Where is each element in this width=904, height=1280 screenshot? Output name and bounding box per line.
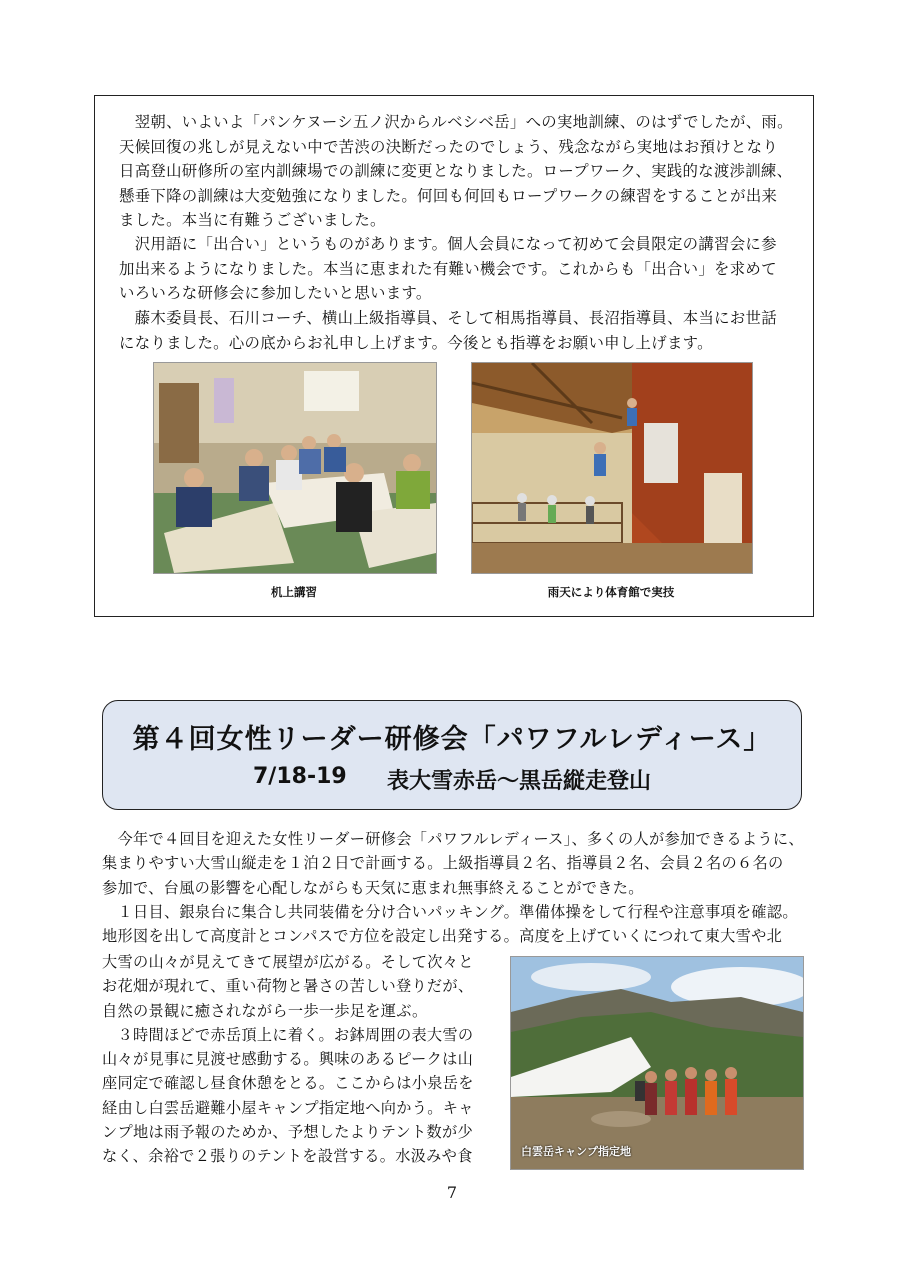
report-body-narrow: 大雪の山々が見えてきて展望が広がる。そして次々と お花畑が現れて、重い荷物と暑さの苦しい登りだが、 自然の景観に癒されながら一歩一歩足を運ぶ。 ３時間ほどで赤岳頂上に着く。お鉢周囲の表大雪の 山々が見事に見渡せ感動する。興味のあるピークは山 座同定で確認し昼食休憩をとる。ここからは小泉岳を 経由し白雲岳避難小屋キャンプ指定地へ向かう。キャ ンプ地は雨予報のためか、予想したよりテント数が少 なく、余裕で２張りのテントを設営する。水汲みや食 [102,953,474,1166]
paragraph-training: 翌朝、いよいよ「パンケヌーシ五ノ沢からルベシベ岳」への実地訓練、のはずでしたが、雨。 天候回復の兆しが見えない中で苦渋の決断だったのでしょう、残念ながら実地はお預けとなり 日高登山研修所の室内訓練場での訓練に変更となりました。ロープワーク、実践的な渡渉訓練、 懸垂下降の訓練は大変勉強になりました。何回も何回もロープワークの練習をすることが出来 ました。本当に有難うございました。 [119,113,793,229]
classroom-photo [153,362,437,574]
gym-photo-caption: 雨天により体育館で実技 [547,585,675,599]
campsite-photo [510,956,804,1170]
report-box [94,95,814,617]
paragraph-thanks: 藤木委員長、石川コーチ、横山上級指導員、そして相馬指導員、長沼指導員、本当にお世話 になりました。心の底からお礼申し上げます。今後とも指導をお願い申し上げます。 [119,309,777,352]
paragraph-deai: 沢用語に「出合い」というものがあります。個人会員になって初めて会員限定の講習会に参 加出来るようになりました。本当に恵まれた有難い機会です。これからも「出合い」を求めて いろいろな研修会に参加したいと思います。 [119,235,777,302]
section-heading-box [102,700,802,810]
section-title: 第４回女性リーダー研修会「パワフルレディース」 [132,724,772,755]
campsite-photo-caption: 白雲岳キャンプ指定地 [521,1145,631,1158]
section-subtitle: 表大雪赤岳～黒岳縦走登山 [387,769,652,794]
gym-photo [471,362,753,574]
page-number: 7 [446,1183,458,1202]
classroom-photo-caption: 机上講習 [271,585,317,599]
section-date: 7/18-19 [253,764,347,789]
report-body-full-width: 今年で４回目を迎えた女性リーダー研修会「パワフルレディース」、多くの人が参加できるように、 集まりやすい大雪山縦走を１泊２日で計画する。上級指導員２名、指導員２名、会員２名の６名の 参加で、台風の影響を心配しながらも天気に恵まれ無事終えることができた。 １日目、銀泉台に集合し共同装備を分け合いパッキング。準備体操をして行程や注意事項を確認。 地形図を出して高度計とコンパスで方位を設定し出発する。高度を上げていくにつれて東大雪や北 [102,830,804,946]
